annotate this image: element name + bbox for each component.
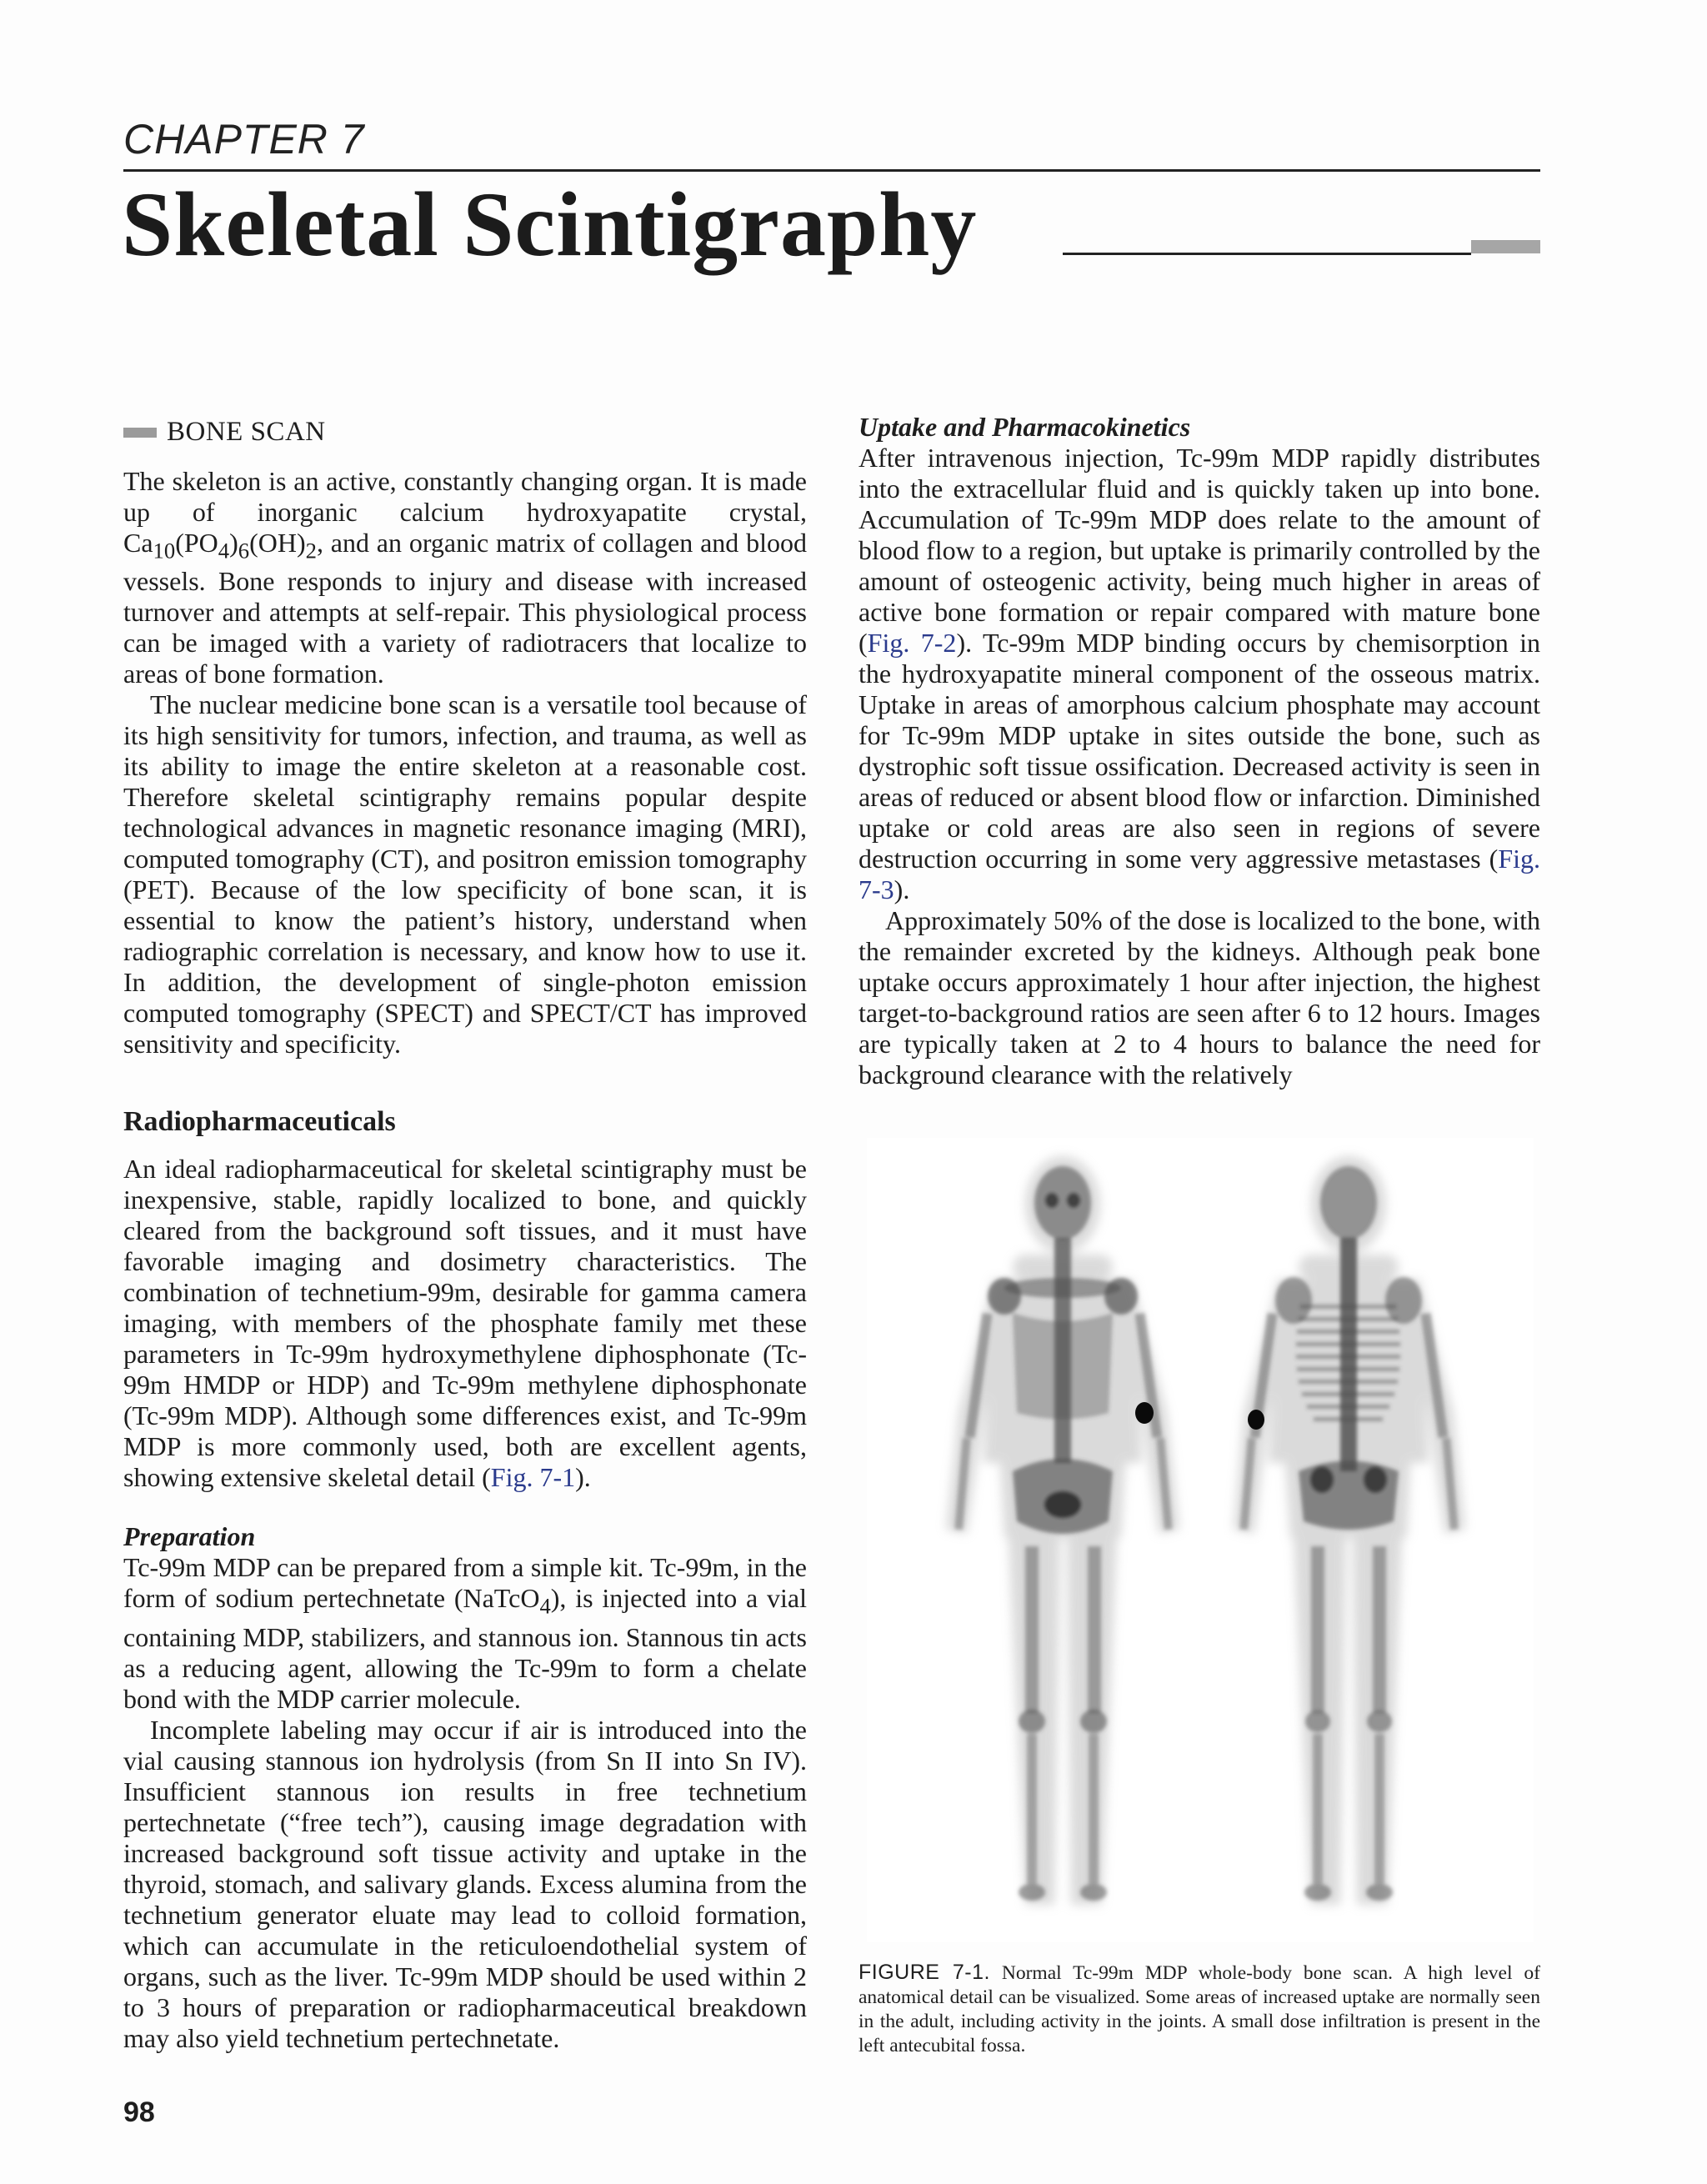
bone-scan-paragraph-1: The skeleton is an active, constantly changing organ. It is made up of inorganic calcium hydroxyapatite crystal, $Ca_{10}(PO_4)_6(OH)_2$, and an organic matrix of collagen and blood vessels. Bone responds to injury and disease with increased turnover and attempts at self-repair. This physiological process can be imaged with a variety of radiotracers that localize to areas of bone formation. xyxy=(123,466,807,689)
uptake-paragraph-2: Approximately 50% of the dose is localized to the bone, with the remainder excreted by the kidneys. Although peak bone uptake occurs approximately 1 hour after injection, the highest target-to-background ratios are seen after 6 to 12 hours. Images are typically taken at 2 to 4 hours to balance the need for background clearance with the relatively xyxy=(859,905,1540,1089)
section-heading-text: BONE SCAN xyxy=(167,417,326,447)
preparation-paragraph-1: Tc-99m MDP can be prepared from a simple kit. Tc-99m, in the form of sodium pertechnetate (NaTcO$_4$), is injected into a vial containing MDP, stabilizers, and stannous ion. Stannous tin acts as a reducing agent, allowing the Tc-99m to form a chelate bond with the MDP carrier molecule. xyxy=(123,1552,808,1714)
left-column xyxy=(123,417,807,2054)
injection-site-hotspot xyxy=(1248,1410,1264,1430)
figure-caption xyxy=(859,1961,1540,2058)
chapter-label: CHAPTER 7 xyxy=(123,116,365,163)
title-accent-block xyxy=(1471,240,1540,253)
figure-label: FIGURE 7-1. xyxy=(859,1961,990,1984)
figure-reference-link[interactable]: Fig. 7-1 xyxy=(490,1462,576,1493)
chapter-title: Skeletal Scintigraphy xyxy=(122,173,978,275)
section-heading-bone-scan xyxy=(123,417,807,448)
bone-scan-paragraph-2: The nuclear medicine bone scan is a versatile tool because of its high sensitivity for tumors, infection, and trauma, as well as its ability to image the entire skeleton at a reasonable cost. Therefore skeletal scintigraphy remains popular despite technological advances in magnetic resonance imaging (MRI), computed tomography (CT), and positron emission tomography (PET). Because of the low specificity of bone scan, it is essential to know the patient’s history, understand when radiographic correlation is necessary, and know how to use it. In addition, the development of single-photon emission computed tomography (SPECT) and SPECT/CT has improved sensitivity and specificity. xyxy=(123,689,807,1059)
preparation-heading: Preparation xyxy=(123,1521,256,1552)
figure-caption-text: Normal Tc-99m MDP whole-body bone scan. A high level of anatomical detail can be visualized. Some areas of increased uptake are normally seen in the adult, including activity in the joints. A small dose infiltration is present in the left antecubital fossa. xyxy=(859,1962,1540,2056)
figure-reference-link[interactable]: Fig. 7-2 xyxy=(867,628,957,658)
figure-reference-link[interactable]: Fig. 7-3 xyxy=(859,844,1540,904)
radiopharmaceuticals-paragraph: An ideal radiopharmaceutical for skeletal scintigraphy must be inexpensive, stable, rapidly localized to bone, and quickly cleared from the background soft tissues, and it must have favorable imaging and dosimetry characteristics. The combination of technetium-99m, desirable for gamma camera imaging, with members of the phosphate family met these parameters in Tc-99m hydroxymethylene diphosphonate (Tc-99m HMDP or HDP) and Tc-99m methylene diphosphonate (Tc-99m MDP). Although some differences exist, and Tc-99m MDP is more commonly used, both are excellent agents, showing extensive skeletal detail (Fig. 7-1). xyxy=(123,1154,807,1493)
right-column xyxy=(859,412,1540,1090)
whole-body-scan-image xyxy=(867,1138,1534,1942)
section-marker xyxy=(123,428,157,438)
preparation-paragraph-2: Incomplete labeling may occur if air is introduced into the vial causing stannous ion hydrolysis (from Sn II into Sn IV). Insufficient stannous ion results in free technetium pertechnetate (“free tech”), causing image degradation with increased background soft tissue activity and uptake in the thyroid, stomach, and salivary glands. Excess alumina from the technetium generator eluate may lead to colloid formation, which can accumulate in the reticuloendothelial system of organs, such as the liver. Tc-99m MDP should be used within 2 to 3 hours of preparation or radiopharmaceutical breakdown may also yield technetium pertechnetate. xyxy=(123,1714,807,2053)
uptake-heading: Uptake and Pharmacokinetics xyxy=(859,412,1191,442)
page-number: 98 xyxy=(123,2096,155,2128)
injection-site-hotspot xyxy=(1135,1402,1154,1424)
radiopharmaceuticals-heading: Radiopharmaceuticals xyxy=(123,1106,396,1138)
bone-scan-figure xyxy=(867,1138,1534,1942)
title-rule xyxy=(1063,253,1471,255)
uptake-paragraph-1: After intravenous injection, Tc-99m MDP rapidly distributes into the extracellular fluid and is quickly taken up into bone. Accumulation of Tc-99m MDP does relate to the amount of blood flow to a region, but uptake is primarily controlled by the amount of osteogenic activity, being much higher in areas of active bone formation or repair compared with mature bone (Fig. 7-2). Tc-99m MDP binding occurs by chemisorption in the hydroxyapatite mineral component of the osseous matrix. Uptake in areas of amorphous calcium phosphate may account for Tc-99m MDP uptake in sites outside the bone, such as dystrophic soft tissue ossification. Decreased activity is seen in areas of reduced or absent blood flow or infarction. Diminished uptake or cold areas are also seen in regions of severe destruction occurring in some very aggressive metastases (Fig. 7-3). xyxy=(859,443,1541,904)
